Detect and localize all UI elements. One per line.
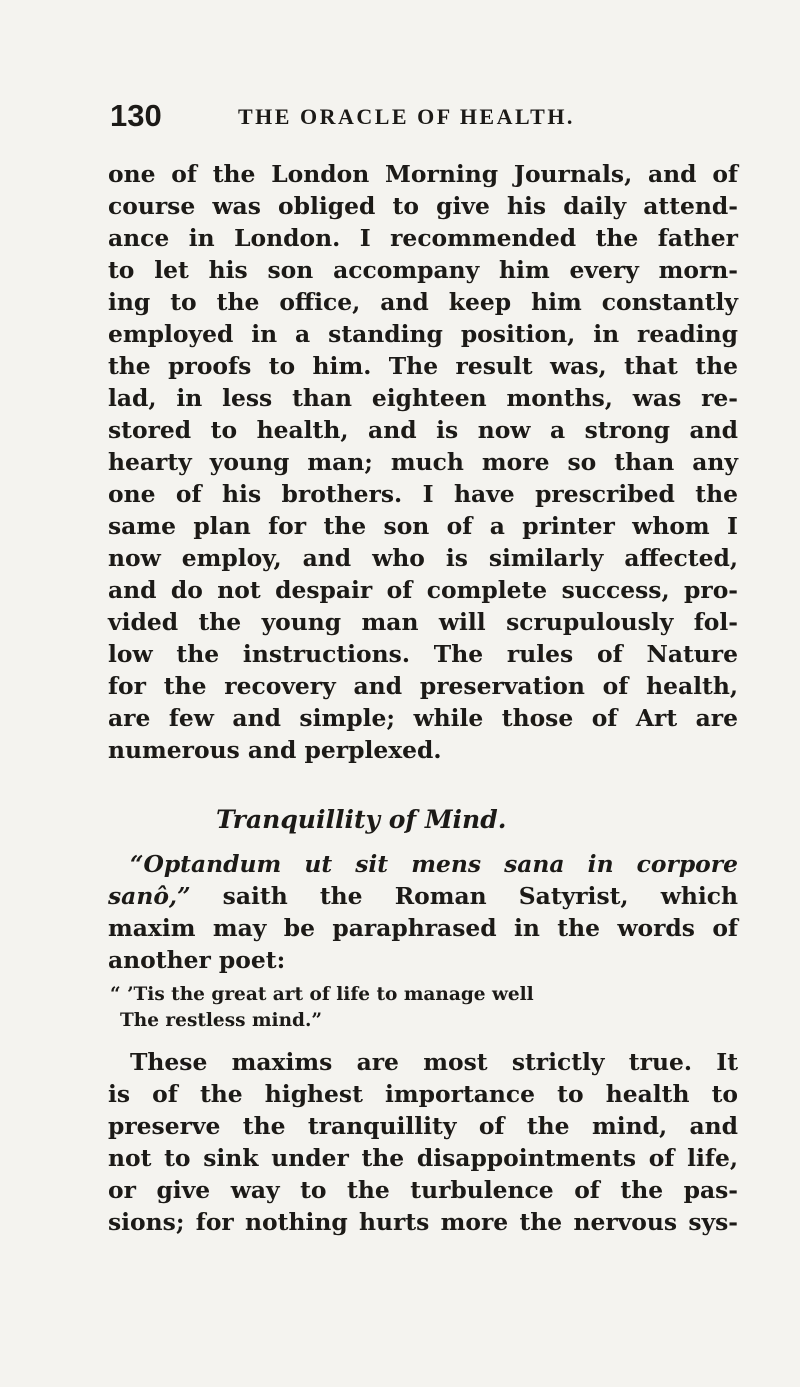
- running-head: THE ORACLE OF HEALTH.: [238, 104, 575, 129]
- text-line: These maxims are most strictly true. It: [130, 1048, 738, 1076]
- paragraph-3: [108, 1046, 738, 1238]
- text-line: ing to the office, and keep him constantly: [108, 288, 738, 316]
- text-line: for the recovery and preservation of health,: [108, 672, 738, 700]
- verse-quote: [108, 982, 738, 1034]
- paragraph-2: [108, 848, 738, 976]
- text-line: [108, 880, 738, 912]
- verse-line: “ ’Tis the great art of life to manage well: [110, 984, 534, 1005]
- latin-quote: “Optandum ut sit mens sana in corpore: [130, 850, 738, 878]
- page-header: [110, 98, 730, 138]
- text-line: are few and simple; while those of Art are: [108, 704, 738, 732]
- section-heading: Tranquillity of Mind.: [216, 805, 507, 834]
- text-line: one of his brothers. I have prescribed the: [108, 480, 738, 508]
- text-line: course was obliged to give his daily attend-: [108, 192, 738, 220]
- verse-line: The restless mind.”: [120, 1010, 323, 1031]
- paragraph-1: [108, 158, 738, 766]
- latin-quote-end: sanô,”: [108, 882, 191, 910]
- text-line: employed in a standing position, in reading: [108, 320, 738, 348]
- text-line: now employ, and who is similarly affected,: [108, 544, 738, 572]
- text-line: hearty young man; much more so than any: [108, 448, 738, 476]
- text-line: [108, 848, 738, 880]
- text-line: preserve the tranquillity of the mind, and: [108, 1112, 738, 1140]
- page-number: 130: [110, 98, 162, 133]
- text-line: another poet:: [108, 946, 286, 974]
- page-text: [108, 158, 738, 1238]
- text-line: maxim may be paraphrased in the words of: [108, 914, 738, 942]
- text-line: same plan for the son of a printer whom I: [108, 512, 738, 540]
- text-line: is of the highest importance to health to: [108, 1080, 738, 1108]
- text-line: not to sink under the disappointments of life,: [108, 1144, 738, 1172]
- attribution: saith the Roman Satyrist, which: [190, 882, 738, 910]
- text-line: low the instructions. The rules of Nature: [108, 640, 738, 668]
- text-line: or give way to the turbulence of the pas-: [108, 1176, 738, 1204]
- text-line: and do not despair of complete success, pro-: [108, 576, 738, 604]
- text-line: lad, in less than eighteen months, was re-: [108, 384, 738, 412]
- text-line: to let his son accompany him every morn-: [108, 256, 738, 284]
- text-line: stored to health, and is now a strong and: [108, 416, 738, 444]
- text-line: sions; for nothing hurts more the nervous sys-: [108, 1208, 738, 1236]
- text-line: ance in London. I recommended the father: [108, 224, 738, 252]
- text-line: the proofs to him. The result was, that the: [108, 352, 738, 380]
- text-line: numerous and perplexed.: [108, 736, 442, 764]
- text-line: one of the London Morning Journals, and of: [108, 160, 738, 188]
- text-line: vided the young man will scrupulously fol-: [108, 608, 738, 636]
